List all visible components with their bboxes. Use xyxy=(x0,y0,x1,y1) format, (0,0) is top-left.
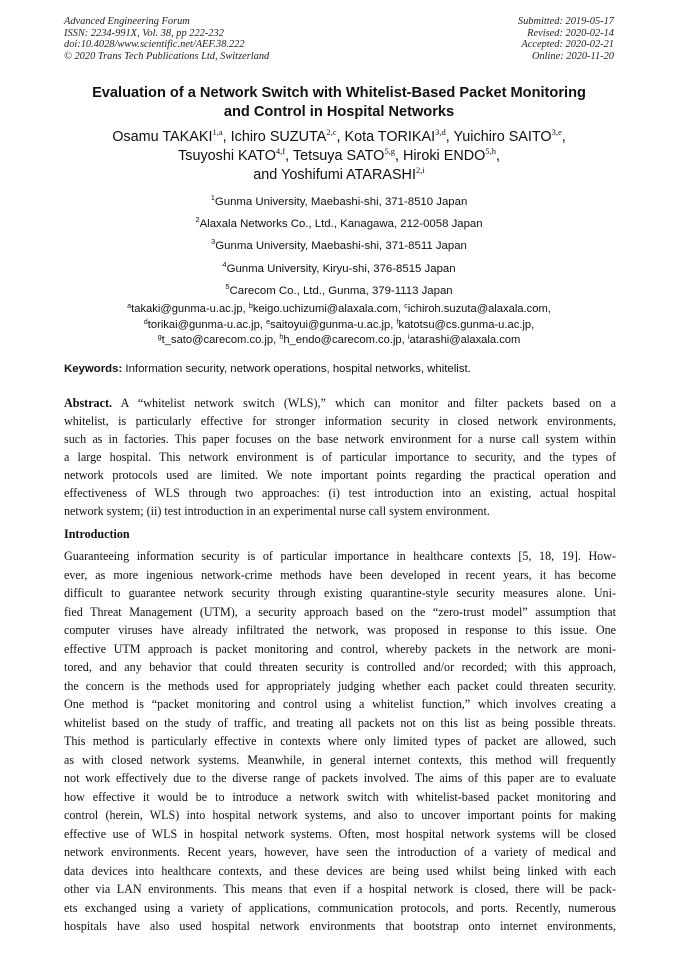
abstract-text: A “whitelist network switch (WLS),” which can monitor and filter packets based on a xyxy=(112,396,616,410)
author-sep: , xyxy=(394,148,403,164)
affiliation-text: Carecom Co., Ltd., Gunma, 379-1113 Japan xyxy=(229,284,453,297)
affiliation-text: Gunma University, Kiryu-shi, 376-8515 Japan xyxy=(226,262,456,275)
affiliation xyxy=(40,259,638,281)
body-line: whitelist based on the study of traffic, and treating all packets not on this list as being possible threats. xyxy=(64,715,616,730)
author-name: Osamu TAKAKI xyxy=(112,129,213,145)
body-line: effective UTM approach is packet monitoring and control, whereby packets in the network are moni- xyxy=(64,641,616,656)
abstract-line: whitelist, is particularly effective for stronger information security in closed network environments, xyxy=(64,414,616,428)
abstract-line: network protocols used are limited. We note important points regarding the practical operation and xyxy=(64,468,616,482)
date-accepted: Accepted: 2020-02-21 xyxy=(521,39,614,51)
email-sup: i xyxy=(407,332,410,342)
abstract-label: Abstract. xyxy=(64,396,113,410)
body-line: how effective it would be to introduce a network switch with whitelist-based packet monitoring and xyxy=(64,789,616,804)
email-sup: d xyxy=(143,316,148,326)
author-sep: , xyxy=(222,129,231,145)
email-list xyxy=(40,302,638,349)
date-revised: Revised: 2020-02-14 xyxy=(527,27,614,39)
dates-header xyxy=(518,16,614,62)
author-name: Tsuyoshi KATO xyxy=(178,148,276,164)
author-name: Yuichiro SAITO xyxy=(453,129,552,145)
author-affil-sup: 3,d xyxy=(435,127,446,137)
keywords-label: Keywords: xyxy=(64,363,123,375)
body-line: as with closed network systems. Meanwhile, in general internet contexts, this method will frequently xyxy=(64,752,616,767)
author-name: Kota TORIKAI xyxy=(344,129,436,145)
email-address: keigo.uchizumi@alaxala.com, xyxy=(252,303,405,315)
email-sup: g xyxy=(157,332,162,342)
abstract-line: such as in factories. This paper focuses on the base network environment for a nurse call system within xyxy=(64,432,616,446)
affiliation-text: Gunma University, Maebashi-shi, 371-8511 Japan xyxy=(215,240,467,253)
keywords-text: Information security, network operations, hospital networks, whitelist. xyxy=(122,363,471,375)
affiliation-list xyxy=(40,192,638,303)
author-sep: , xyxy=(495,148,500,164)
journal-name: Advanced Engineering Forum xyxy=(64,16,190,27)
author-sep: , xyxy=(561,129,566,145)
body-line: other via LAN environments. This means that even if a hospital network is closed, there will be pack- xyxy=(64,882,616,896)
author-name: Hiroki ENDO xyxy=(402,148,486,164)
affiliation xyxy=(40,192,638,214)
author-name: and Yoshifumi ATARASHI xyxy=(253,167,416,183)
email-address: atarashi@alaxala.com xyxy=(409,334,521,347)
body-line: ever, as more ingenious network-crime methods have been developed in recent years, it has become xyxy=(64,567,616,582)
section-heading: Introduction xyxy=(64,527,130,541)
affiliation-text: Alaxala Networks Co., Ltd., Kanagawa, 212-0058 Japan xyxy=(199,218,483,231)
title-line: Evaluation of a Network Switch with Whitelist-Based Packet Monitoring xyxy=(92,85,586,101)
body-line: Guaranteeing information security is of particular importance in healthcare contexts [5, 18, 19]. How- xyxy=(64,549,616,563)
author-affil-sup: 2,i xyxy=(415,165,425,175)
email-address: ichiroh.suzuta@alaxala.com, xyxy=(407,303,551,315)
body-line: One method is “packet monitoring and control using a whitelist function,” which involves creating a xyxy=(64,697,616,711)
body-line: control (herein, WLS) into hospital network systems, and also to uncover important points for making xyxy=(64,808,616,822)
abstract-line: a large hospital. This network environment is of particular importance to security, and the types of xyxy=(64,450,616,464)
author-name: Tetsuya SATO xyxy=(292,148,385,164)
keywords xyxy=(64,363,616,375)
paper-title xyxy=(40,84,638,122)
body-line: tored, and any behavior that could threaten security is controlled and/or recorded; with this approach, xyxy=(64,660,616,674)
body-line: data devices into healthcare contexts, and these devices are being used whilst being linked with each xyxy=(64,863,616,878)
affiliation xyxy=(40,281,638,303)
journal-header xyxy=(64,16,269,62)
body-line: the concern is the methods used for appropriately judging whether each packet could threaten security. xyxy=(64,678,616,693)
date-online: Online: 2020-11-20 xyxy=(531,50,614,62)
email-address: h_endo@carecom.co.jp, xyxy=(283,334,408,347)
email-sup: h xyxy=(279,332,284,342)
author-affil-sup: 3,e xyxy=(551,127,562,137)
body-line: difficult to guarantee network security through existing quarantine-style security measures alone. Uni- xyxy=(64,586,616,600)
affiliation-sup: 4 xyxy=(222,259,227,269)
email-sup: c xyxy=(404,301,408,310)
author-affil-sup: 2,c xyxy=(326,127,337,137)
title-line: and Control in Hospital Networks xyxy=(223,104,455,120)
affiliation-sup: 3 xyxy=(211,237,216,247)
author-sep: , xyxy=(336,129,345,145)
author-line xyxy=(40,147,638,166)
email-sup: e xyxy=(266,316,271,326)
affiliation-sup: 5 xyxy=(225,281,230,291)
affiliation-sup: 2 xyxy=(195,215,200,225)
body-line: effective use of WLS in hospital network systems. Often, most hospital network systems will be closed xyxy=(64,826,616,841)
abstract-line: network system; (ii) test introduction in an experimental nurse call system environment. xyxy=(64,504,490,518)
body-line: This method is particularly effective in contexts where only limited types of packet are allowed, such xyxy=(64,734,616,748)
author-affil-sup: 1,a xyxy=(212,127,223,137)
email-sup: a xyxy=(127,301,132,310)
body-line: fied Threat Management (UTM), a security approach based on the “zero-trust model” assumption that xyxy=(64,604,616,619)
email-line xyxy=(40,333,638,349)
author-sep: , xyxy=(285,148,293,164)
author-affil-sup: 4,f xyxy=(275,146,286,156)
author-line xyxy=(40,166,638,185)
author-affil-sup: 5,h xyxy=(485,146,496,156)
author-sep: , xyxy=(445,129,454,145)
journal-doi: doi:10.4028/www.scientific.net/AEF.38.222 xyxy=(64,39,245,51)
email-sup: f xyxy=(396,316,399,326)
affiliation xyxy=(40,236,638,258)
journal-issn: ISSN: 2234-991X, Vol. 38, pp 222-232 xyxy=(64,27,224,39)
email-address: katotsu@cs.gunma-u.ac.jp, xyxy=(398,318,535,331)
email-address: saitoyui@gunma-u.ac.jp, xyxy=(270,318,397,331)
abstract-line xyxy=(64,394,616,412)
email-line xyxy=(40,302,638,318)
affiliation-text: Gunma University, Maebashi-shi, 371-8510 Japan xyxy=(214,196,468,208)
body-line: ets exchanged using a variety of applications, communication protocols, and ports. Recently, numerous xyxy=(64,900,616,915)
body-line: not work effectively due to the diverse range of packets involved. The aims of this paper are to evaluate xyxy=(64,771,616,785)
email-address: torikai@gunma-u.ac.jp, xyxy=(147,318,267,331)
body-line: network environments. Recent years, however, have seen the introduction of a variety of medical and xyxy=(64,845,616,859)
affiliation xyxy=(40,214,638,236)
author-affil-sup: 5,g xyxy=(384,146,395,156)
date-submitted: Submitted: 2019-05-17 xyxy=(517,16,614,27)
author-name: Ichiro SUZUTA xyxy=(230,129,327,145)
email-sup: b xyxy=(248,301,253,310)
introduction-body xyxy=(64,547,616,936)
journal-copyright: © 2020 Trans Tech Publications Ltd, Switzerland xyxy=(64,50,270,62)
author-list xyxy=(40,128,638,185)
email-address: takaki@gunma-u.ac.jp, xyxy=(131,303,249,315)
email-line xyxy=(40,318,638,334)
abstract-line: effectiveness of WLS through two approaches: (i) test introduction into an existing, actual hospital xyxy=(64,486,616,500)
body-line: hospitals have also used hospital network environments that bootstrap onto internet environments, xyxy=(64,919,616,933)
author-line xyxy=(40,128,638,147)
body-line: computer viruses have already infiltrated the network, was proposed in response to this issue. One xyxy=(64,623,616,637)
affiliation-sup: 1 xyxy=(210,193,215,202)
email-address: t_sato@carecom.co.jp, xyxy=(161,334,280,347)
abstract xyxy=(64,394,616,520)
